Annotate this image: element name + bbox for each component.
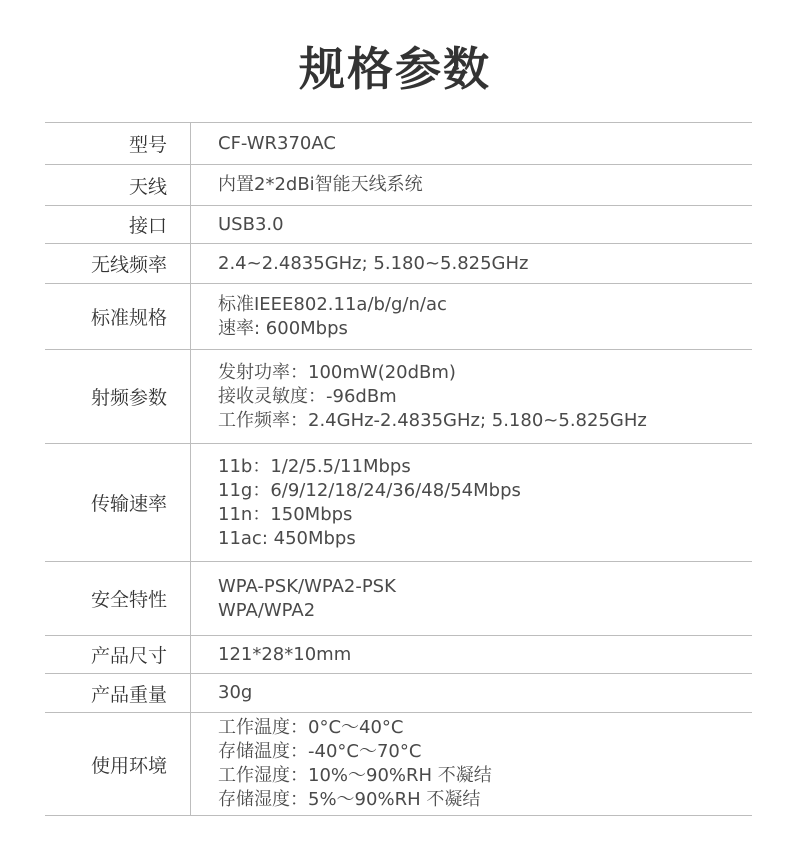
spec-line: CF-WR370AC <box>218 132 336 154</box>
spec-label: 安全特性 <box>45 562 191 635</box>
spec-line: 内置2*2dBi智能天线系统 <box>218 174 423 195</box>
spec-label: 接口 <box>45 206 191 243</box>
spec-label: 传输速率 <box>45 444 191 561</box>
spec-row-dimensions <box>45 636 752 674</box>
spec-label: 标准规格 <box>45 284 191 349</box>
spec-label: 产品重量 <box>45 674 191 712</box>
spec-row-interface <box>45 206 752 244</box>
spec-value <box>191 350 752 443</box>
spec-value <box>191 562 752 635</box>
spec-line: 30g <box>218 682 253 703</box>
spec-value <box>191 284 752 349</box>
spec-row-model <box>45 123 752 165</box>
spec-line: 速率: 600Mbps <box>218 317 348 339</box>
spec-label: 射频参数 <box>45 350 191 443</box>
spec-table <box>45 122 752 816</box>
spec-row-frequency <box>45 244 752 284</box>
spec-line: 接收灵敏度：-96dBm <box>218 385 397 407</box>
spec-line: 工作频率：2.4GHz-2.4835GHz; 5.180~5.825GHz <box>218 409 647 431</box>
spec-label: 使用环境 <box>45 713 191 815</box>
spec-row-standard <box>45 284 752 350</box>
spec-value <box>191 713 752 815</box>
spec-value <box>191 206 752 243</box>
spec-label: 无线频率 <box>45 244 191 283</box>
spec-row-transfer-rate <box>45 444 752 562</box>
spec-line: 121*28*10mm <box>218 643 352 665</box>
spec-line: 工作温度：0°C～40°C <box>218 717 404 738</box>
spec-row-rf-params <box>45 350 752 444</box>
spec-line: 11g：6/9/12/18/24/36/48/54Mbps <box>218 479 521 501</box>
spec-line: 11n：150Mbps <box>218 503 353 525</box>
spec-line: WPA-PSK/WPA2-PSK <box>218 575 396 597</box>
spec-line: 工作湿度：10%～90%RH 不凝结 <box>218 765 492 786</box>
spec-label: 型号 <box>45 123 191 164</box>
spec-value <box>191 444 752 561</box>
spec-line: 发射功率：100mW(20dBm) <box>218 361 456 383</box>
spec-value <box>191 165 752 205</box>
spec-line: 11b：1/2/5.5/11Mbps <box>218 455 411 477</box>
spec-label: 产品尺寸 <box>45 636 191 673</box>
spec-value <box>191 244 752 283</box>
spec-line: 存储温度：-40°C～70°C <box>218 741 422 762</box>
spec-line: 存储湿度：5%～90%RH 不凝结 <box>218 789 481 810</box>
spec-line: USB3.0 <box>218 213 284 235</box>
spec-row-environment <box>45 713 752 816</box>
spec-row-weight <box>45 674 752 713</box>
spec-value <box>191 674 752 712</box>
spec-row-antenna <box>45 165 752 206</box>
spec-value <box>191 636 752 673</box>
spec-line: 11ac: 450Mbps <box>218 527 356 549</box>
spec-line: 2.4~2.4835GHz; 5.180~5.825GHz <box>218 252 529 274</box>
spec-value <box>191 123 752 164</box>
spec-line: 标准IEEE802.11a/b/g/n/ac <box>218 293 447 315</box>
spec-label: 天线 <box>45 165 191 205</box>
page-title: 规格参数 <box>299 42 491 96</box>
spec-row-security <box>45 562 752 636</box>
spec-line: WPA/WPA2 <box>218 599 316 621</box>
